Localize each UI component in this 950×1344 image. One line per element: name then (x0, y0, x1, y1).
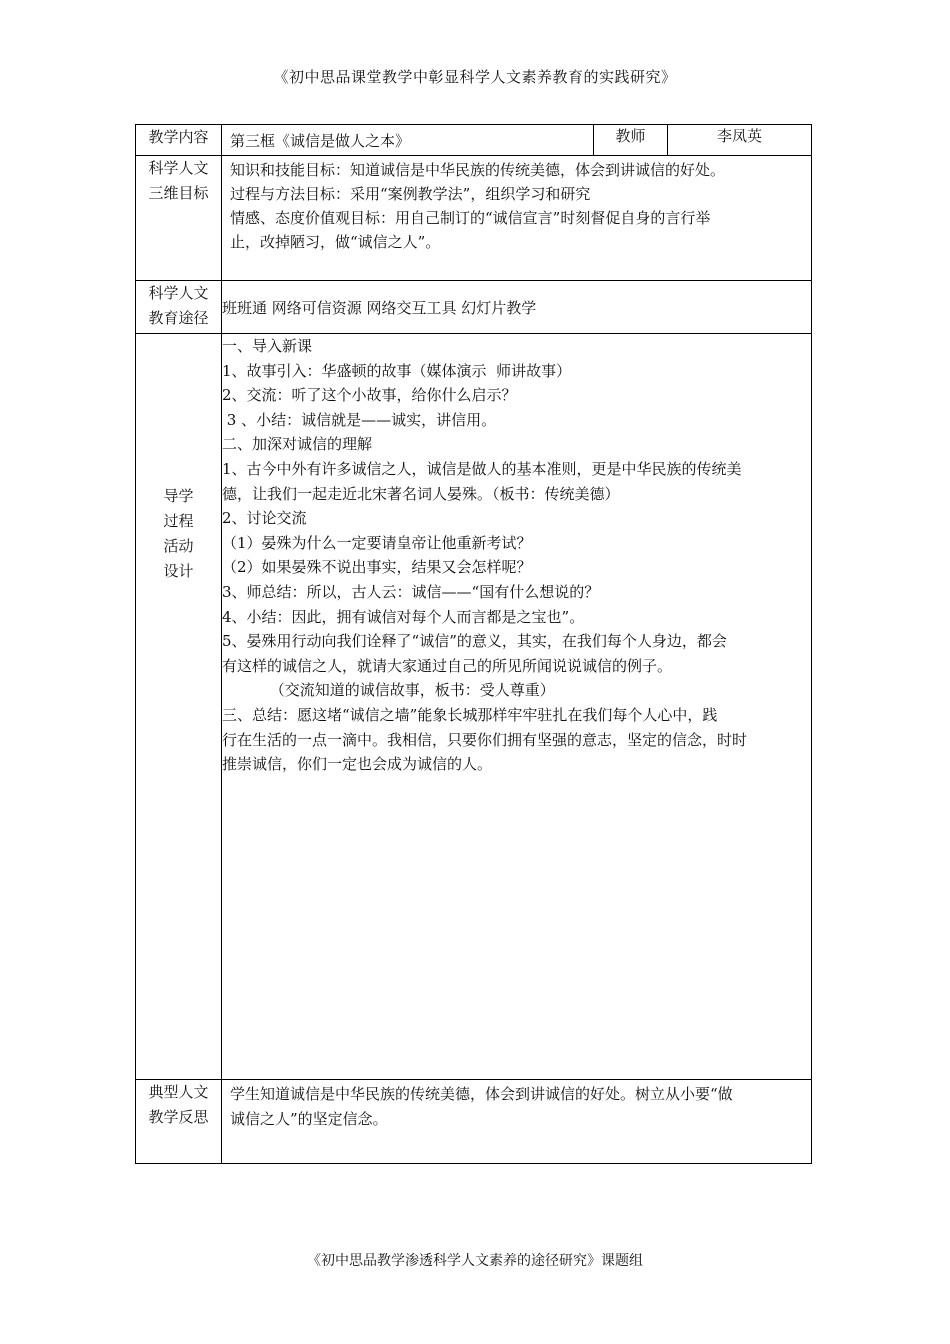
goals-label (136, 156, 222, 281)
goal-line: 情感、态度价值观目标：用自己制订的“诚信宣言”时刻督促自身的言行举 (230, 209, 711, 227)
process-line: （1）晏殊为什么一定要请皇帝让他重新考试？ (222, 533, 532, 552)
process-line: 行在生活的一点一滴中。我相信，只要你们拥有坚强的意志，坚定的信念，时时 (222, 730, 748, 749)
process-line: 4、小结：因此，拥有诚信对每个人而言都是之宝也”。 (222, 607, 585, 626)
process-line: 2、交流：听了这个小故事，给你什么启示？ (222, 386, 517, 405)
row-reflection (136, 1080, 812, 1164)
process-label-text: 导学过程活动设计 (163, 487, 194, 580)
lesson-plan-table (135, 124, 812, 1164)
process-line: 三、总结：愿这堵“诚信之墙”能象长城那样牢牢驻扎在我们每个人心中，践 (222, 705, 718, 724)
reflection-label-text: 典型人文教学反思 (148, 1083, 209, 1126)
page-header: 《初中思品课堂教学中彰显科学人文素养教育的实践研究》 (273, 68, 677, 86)
reflection-line: 学生知道诚信是中华民族的传统美德，体会到讲诚信的好处。树立从小要“做 (230, 1085, 733, 1103)
content-value: 第三框《诚信是做人之本》 (222, 125, 594, 156)
reflection-label (136, 1080, 222, 1164)
process-line: 3、师总结：所以，古人云：诚信——“国有什么想说的？ (222, 582, 600, 601)
row-lesson-info (136, 125, 812, 156)
process-line: （交流知道的诚信故事，板书：受人尊重） (222, 681, 555, 700)
goal-line: 知识和技能目标：知道诚信是中华民族的传统美德，体会到讲诚信的好处。 (230, 161, 726, 179)
process-line: 推崇诚信，你们一定也会成为诚信的人。 (222, 755, 493, 774)
row-approach (136, 281, 812, 334)
goal-line: 止，改掉陋习，做“诚信之人”。 (230, 233, 441, 251)
process-line: 1、故事引入：华盛顿的故事（媒体演示 师讲故事） (222, 361, 572, 380)
page-footer: 《初中思品教学渗透科学人文素养的途径研究》课题组 (307, 1253, 643, 1269)
approach-label (136, 281, 222, 334)
process-line: 二、加深对诚信的理解 (222, 435, 373, 454)
process-line: 5、晏殊用行动向我们诠释了“诚信”的意义，其实，在我们每个人身边，都会 (222, 632, 727, 651)
reflection-line: 诚信之人”的坚定信念。 (230, 1109, 388, 1128)
process-line: 德，让我们一起走近北宋著名词人晏殊。（板书：传统美德） (222, 484, 620, 503)
goals-label-text: 科学人文三维目标 (148, 159, 209, 202)
process-content (222, 334, 812, 1080)
row-process (136, 334, 812, 1080)
process-line: （2）如果晏殊不说出事实，结果又会怎样呢？ (222, 558, 532, 577)
process-line: 1、古今中外有许多诚信之人，诚信是做人的基本准则，更是中华民族的传统美 (222, 459, 742, 478)
process-line: 2、讨论交流 (222, 509, 307, 528)
content-label: 教学内容 (136, 125, 222, 156)
teacher-label: 教师 (594, 125, 668, 156)
process-line: 3 、小结：诚信就是——诚实，讲信用。 (222, 410, 497, 429)
goals-content (222, 156, 812, 281)
reflection-content (222, 1080, 812, 1164)
approach-content: 班班通 网络可信资源 网络交互工具 幻灯片教学 (222, 281, 812, 334)
process-line: 一、导入新课 (222, 337, 313, 355)
goal-line: 过程与方法目标：采用“案例教学法”，组织学习和研究 (230, 185, 591, 203)
teacher-value: 李凤英 (668, 125, 812, 156)
approach-label-text: 科学人文教育途径 (148, 284, 209, 327)
row-goals (136, 156, 812, 281)
process-label (136, 334, 222, 1080)
process-line: 有这样的诚信之人，就请大家通过自己的所见所闻说说诚信的例子。 (222, 656, 673, 675)
